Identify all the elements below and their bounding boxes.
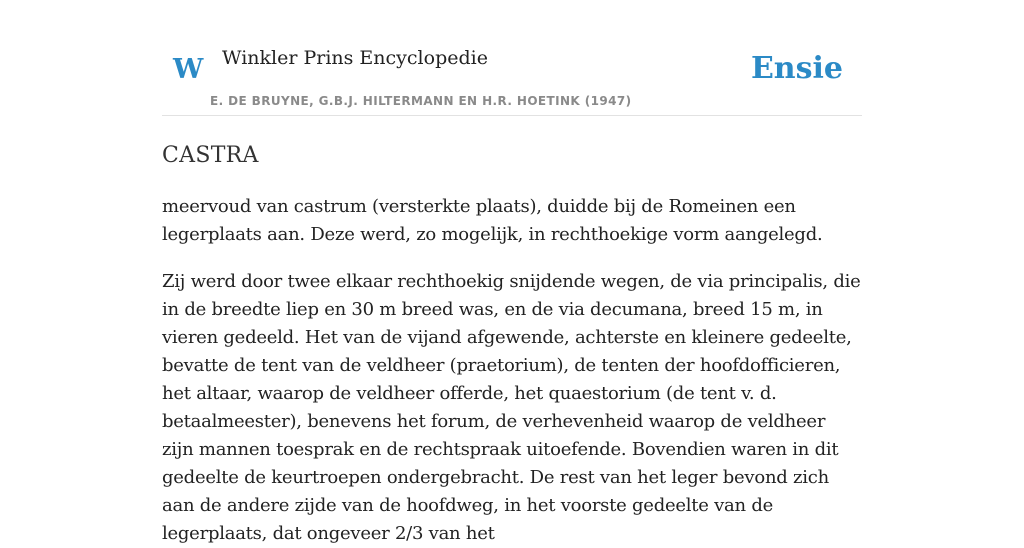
entry-paragraph-2: Zij werd door twee elkaar rechthoekig snijdende wegen, de via principalis, die in de breedte liep en 30 m breed was, en de via decumana, breed 15 m, in vieren gedeeld. Het van de vijand afgewende, achterste en kleinere gedeelte, bevatte de tent van de veldheer (praetorium), de tenten der hoofdofficieren, het altaar, waarop de veldheer offerde, het quaestorium (de tent v. d. betaalmeester), benevens het forum, de verhevenheid waarop de veldheer zijn mannen toesprak en de rechtspraak uitoefende. Bovendien waren in dit gedeelte de keurtroepen ondergebracht. De rest van het leger bevond zich aan de andere zijde van de hoofdweg, in het voorste gedeelte van de legerplaats, dat ongeveer 2/3 van het <box>162 271 861 544</box>
source-header <box>162 0 862 116</box>
content-column <box>162 0 862 548</box>
winkler-prins-logo[interactable]: W <box>173 54 204 85</box>
entry-paragraph-1: meervoud van castrum (versterkte plaats), duidde bij de Romeinen een legerplaats aan. Deze werd, zo mogelijk, in rechthoekige vorm aangelegd. <box>162 196 823 245</box>
entry-title: CASTRA <box>162 143 259 168</box>
ensie-brand-logo[interactable]: Ensie <box>750 51 843 86</box>
source-authors: E. DE BRUYNE, G.B.J. HILTERMANN EN H.R. HOETINK (1947) <box>210 94 632 108</box>
source-title[interactable]: Winkler Prins Encyclopedie <box>222 47 488 69</box>
